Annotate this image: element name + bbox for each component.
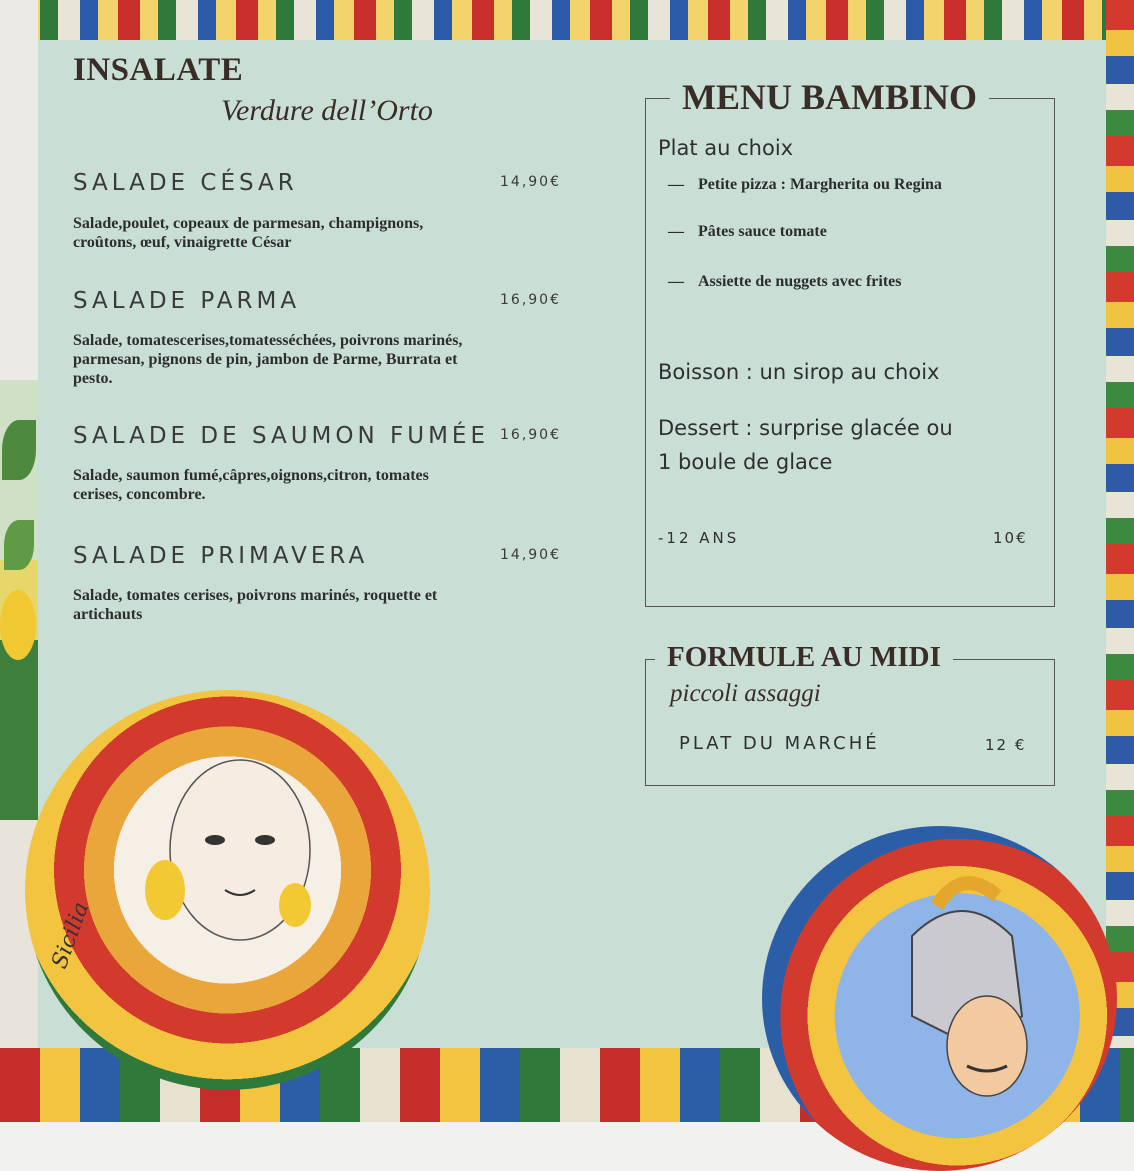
formule-price: 12 € — [985, 736, 1027, 754]
formule-subtitle: piccoli assaggi — [670, 680, 821, 707]
signature-text: Sicilia — [47, 898, 95, 973]
menu-bambino-title: MENU BAMBINO — [670, 76, 989, 118]
bambino-item-label: Assiette de nuggets avec frites — [698, 273, 902, 290]
dish-name: SALADE PARMA — [73, 288, 301, 314]
knight-illustration — [762, 826, 1117, 1171]
bambino-price: 10€ — [993, 529, 1028, 547]
bambino-plat-label: Plat au choix — [658, 136, 794, 160]
bambino-item — [668, 273, 902, 291]
dish-description: Salade, tomates cerises, poivrons marinés, roquette et artichauts — [73, 587, 438, 623]
bambino-age: -12 ANS — [658, 529, 740, 547]
dash-bullet: — — [668, 273, 684, 290]
formule-title: FORMULE AU MIDI — [655, 641, 953, 674]
dish-price: 16,90€ — [500, 427, 561, 443]
bambino-dessert-line1: Dessert : surprise glacée ou — [658, 416, 953, 440]
dish-name: SALADE DE SAUMON FUMÉE — [73, 423, 489, 449]
dish-description: Salade, tomatescerises,tomatesséchées, poivrons marinés, parmesan, pignons de pin, jambon de Parme, Burrata et pesto. — [73, 332, 463, 387]
bambino-dessert-line2: 1 boule de glace — [658, 450, 833, 474]
bambino-item-label: Petite pizza : Margherita ou Regina — [698, 176, 942, 193]
dish-price: 16,90€ — [500, 292, 561, 308]
tile-border-top — [0, 0, 1134, 40]
leaf-decoration — [4, 520, 34, 570]
bambino-item — [668, 176, 942, 194]
dish-description: Salade,poulet, copeaux de parmesan, champignons, croûtons, œuf, vinaigrette César — [73, 215, 424, 251]
dash-bullet: — — [668, 223, 684, 240]
dish-description: Salade, saumon fumé,câpres,oignons,citron, tomates cerises, concombre. — [73, 467, 429, 503]
woman-face-icon — [25, 690, 430, 1090]
dish-price: 14,90€ — [500, 547, 561, 563]
dish-price: 14,90€ — [500, 174, 561, 190]
sicilian-woman-illustration — [25, 690, 430, 1090]
dish-name: SALADE CÉSAR — [73, 170, 298, 196]
formule-item: PLAT DU MARCHÉ — [679, 733, 880, 754]
dash-bullet: — — [668, 176, 684, 193]
bambino-boisson: Boisson : un sirop au choix — [658, 360, 940, 384]
dish-name: SALADE PRIMAVERA — [73, 543, 369, 569]
section-title-insalate: INSALATE — [73, 52, 244, 88]
lemon-decoration — [0, 590, 36, 660]
section-subtitle-insalate: Verdure dell’Orto — [221, 94, 433, 127]
bambino-item-label: Pâtes sauce tomate — [698, 223, 827, 240]
knight-helmet-icon — [762, 826, 1117, 1171]
bambino-item — [668, 223, 827, 241]
formule-box — [645, 659, 1055, 786]
leaf-decoration — [2, 420, 36, 480]
